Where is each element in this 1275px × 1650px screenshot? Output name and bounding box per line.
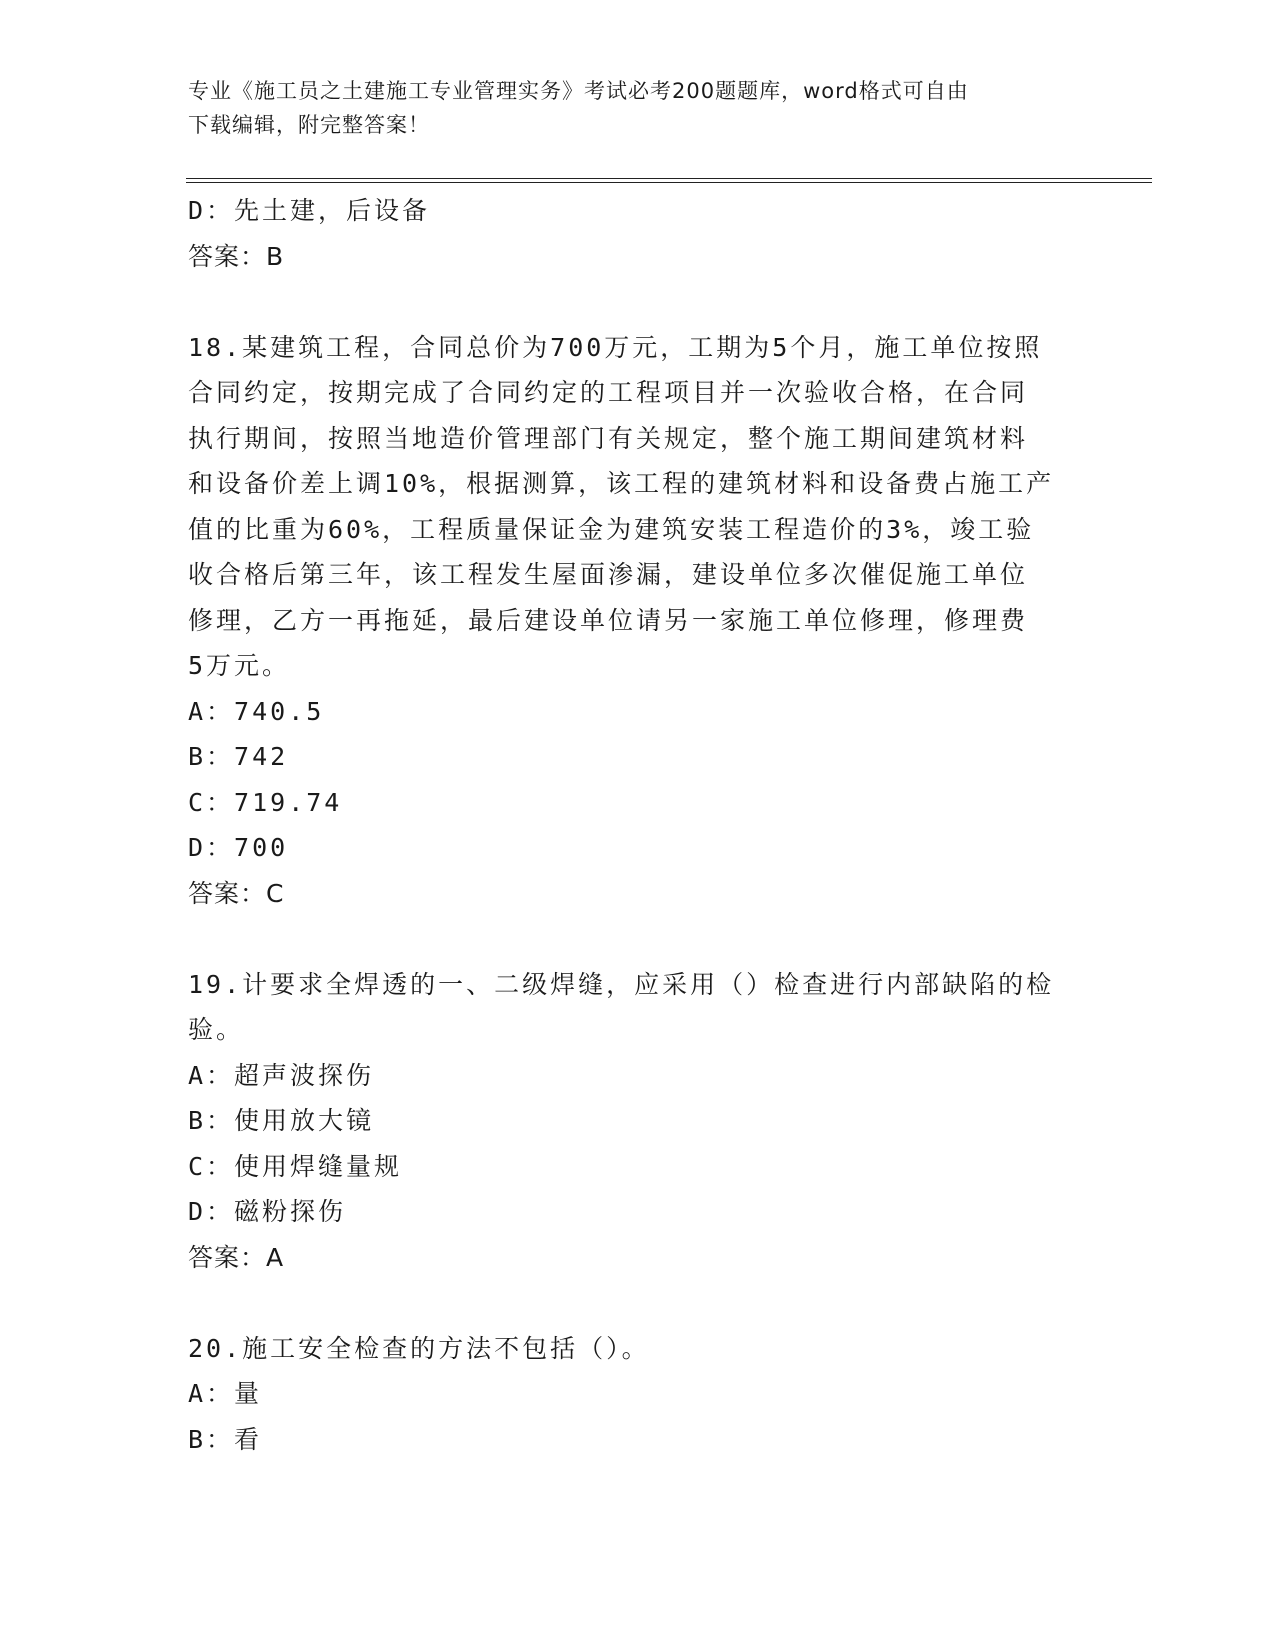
question-19-option-c: C：使用焊缝量规 <box>188 1151 403 1181</box>
question-18-option-d: D：700 <box>188 833 289 862</box>
question-18-stem-line: 修理，乙方一再拖延，最后建设单位请另一家施工单位修理，修理费 <box>188 605 1029 635</box>
question-19 <box>188 962 1078 1281</box>
question-18-option-c: C：719.74 <box>188 787 343 817</box>
question-19-stem-line: 验。 <box>188 1015 245 1044</box>
spacer <box>188 916 1078 962</box>
question-17-option-d: D：先土建，后设备 <box>188 196 431 225</box>
question-18-stem-line: 收合格后第三年，该工程发生屋面渗漏，建设单位多次催促施工单位 <box>188 560 1029 589</box>
question-20-option-a: A：量 <box>188 1379 263 1408</box>
question-20 <box>188 1326 1078 1463</box>
header-divider <box>186 178 1152 183</box>
question-20-stem-line: 20.施工安全检查的方法不包括（）。 <box>188 1333 650 1363</box>
question-18-stem-line: 5万元。 <box>188 651 291 680</box>
question-18-stem-line: 和设备价差上调10%，根据测算，该工程的建筑材料和设备费占施工产 <box>188 469 1055 498</box>
page-header <box>188 74 1068 142</box>
question-18-option-b: B：742 <box>188 742 289 771</box>
question-19-stem-line: 19.计要求全焊透的一、二级焊缝，应采用（）检查进行内部缺陷的检 <box>188 969 1055 999</box>
question-18-stem-line: 合同约定，按期完成了合同约定的工程项目并一次验收合格，在合同 <box>188 378 1029 407</box>
spacer <box>188 279 1078 325</box>
question-19-option-b: B：使用放大镜 <box>188 1106 375 1135</box>
question-18 <box>188 325 1078 917</box>
document-body <box>188 188 1078 1462</box>
spacer <box>188 1280 1078 1326</box>
question-18-stem-line: 18.某建筑工程，合同总价为700万元，工期为5个月，施工单位按照 <box>188 332 1043 362</box>
question-20-option-b: B：看 <box>188 1424 263 1454</box>
question-17-answer: 答案：B <box>188 241 285 271</box>
header-line-1: 专业《施工员之土建施工专业管理实务》考试必考200题题库，word格式可自由 <box>188 79 969 103</box>
question-18-stem-line: 执行期间，按照当地造价管理部门有关规定，整个施工期间建筑材料 <box>188 423 1029 453</box>
question-18-stem-line: 值的比重为60%，工程质量保证金为建筑安装工程造价的3%，竣工验 <box>188 514 1035 544</box>
question-19-option-a: A：超声波探伤 <box>188 1060 375 1090</box>
question-19-answer: 答案：A <box>188 1242 285 1272</box>
question-19-option-d: D：磁粉探伤 <box>188 1197 347 1226</box>
question-17 <box>188 188 1078 279</box>
header-line-2: 下载编辑，附完整答案！ <box>188 113 430 137</box>
question-18-option-a: A：740.5 <box>188 696 325 726</box>
question-18-answer: 答案：C <box>188 878 285 908</box>
